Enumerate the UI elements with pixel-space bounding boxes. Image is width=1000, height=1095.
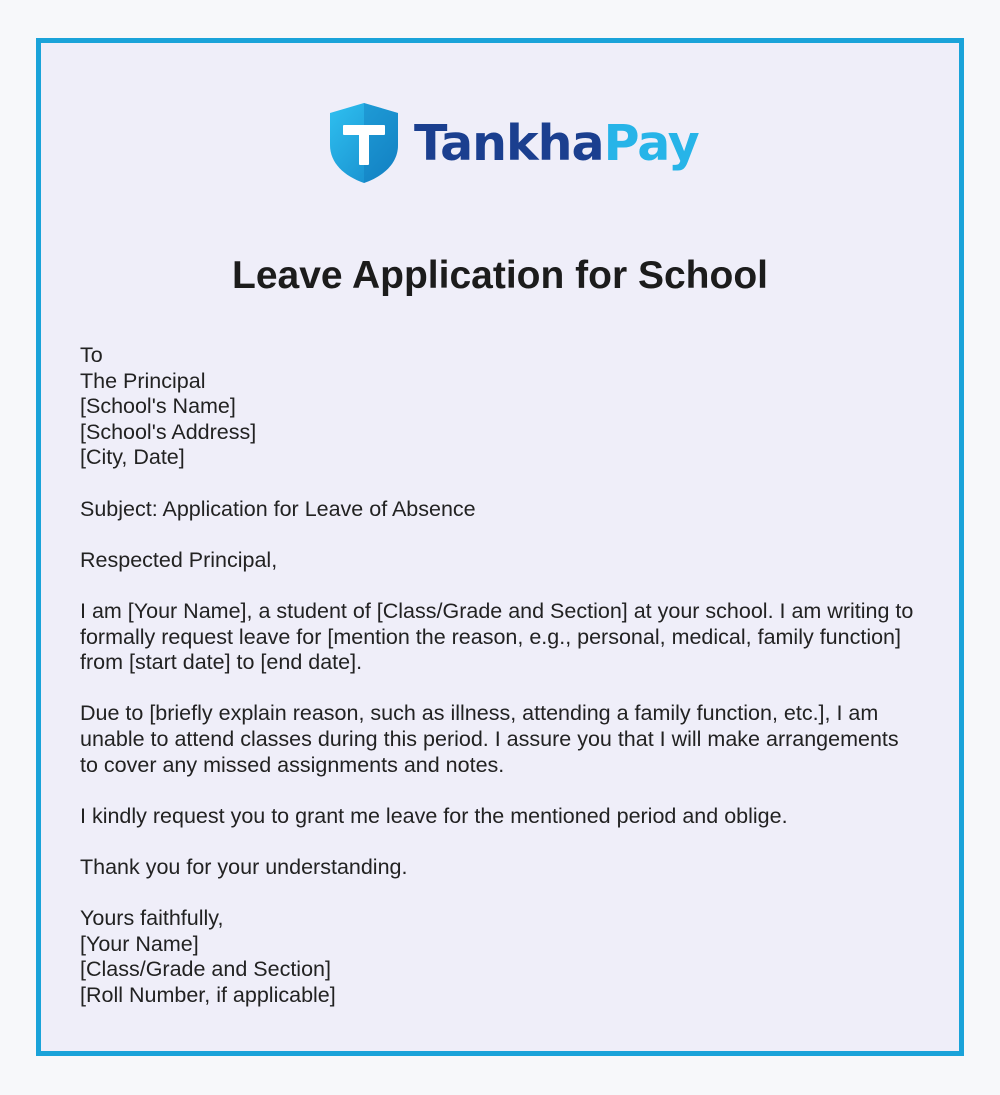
address-line: [City, Date]	[80, 445, 185, 470]
closing-line: [Class/Grade and Section]	[80, 957, 331, 982]
document-title: Leave Application for School	[232, 254, 768, 297]
body-paragraph: I kindly request you to grant me leave for the mentioned period and oblige.	[80, 803, 788, 828]
body-paragraph: I am [Your Name], a student of [Class/Grade and Section] at your school. I am writing to formally request leave for [mention the reason, e.g., personal, medical, family function] from [start date] to [end date].	[80, 598, 914, 675]
address-line: To	[80, 343, 103, 367]
document-frame	[36, 38, 964, 1056]
brand-logo	[328, 100, 699, 186]
brand-wordmark	[414, 114, 699, 172]
body-paragraph: Thank you for your understanding.	[80, 854, 408, 879]
salutation: Respected Principal,	[80, 547, 278, 572]
closing-line: [Roll Number, if applicable]	[80, 982, 336, 1007]
brand-name-part1: Tankha	[414, 114, 604, 172]
shield-t-icon	[328, 101, 400, 185]
body-paragraph: Due to [briefly explain reason, such as illness, attending a family function, etc.], I am unable to attend classes during this period. I assure you that I will make arrangements to cover any missed assignments and notes.	[80, 701, 899, 777]
address-line: The Principal	[80, 368, 206, 393]
address-line: [School's Address]	[80, 419, 257, 444]
closing-block	[80, 906, 920, 1008]
recipient-address-block	[80, 343, 920, 471]
closing-line: Yours faithfully,	[80, 906, 224, 931]
brand-name-part2: Pay	[603, 114, 699, 172]
closing-line: [Your Name]	[80, 931, 199, 956]
letter-body	[80, 343, 920, 1008]
subject-line: Subject: Application for Leave of Absence	[80, 496, 476, 521]
address-line: [School's Name]	[80, 394, 236, 419]
